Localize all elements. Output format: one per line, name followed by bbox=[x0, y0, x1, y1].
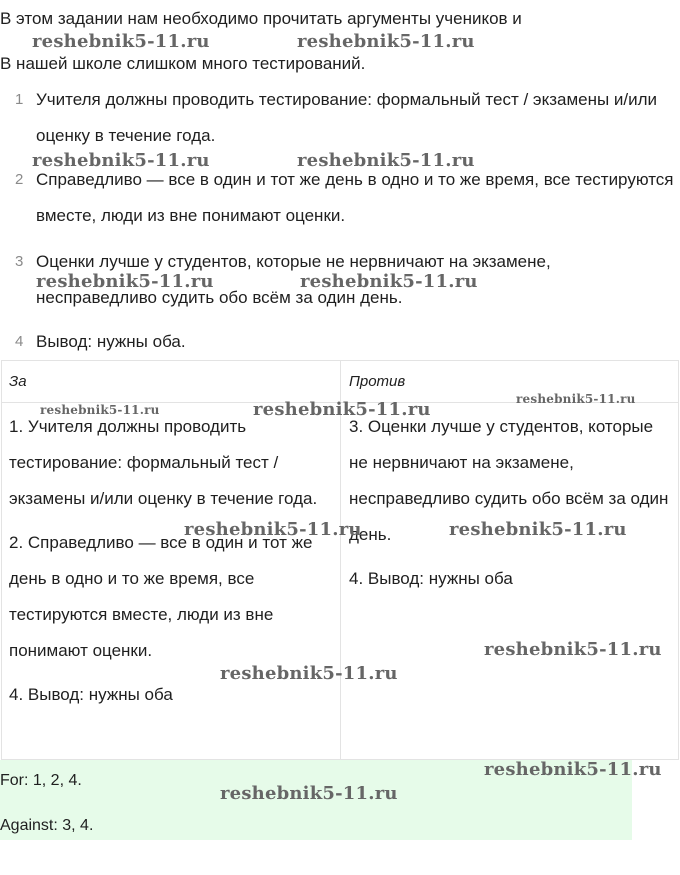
list-text: Оценки лучше у студентов, которые не нервничают на экзамене, несправедливо судить обо всём за один день. bbox=[36, 252, 551, 307]
list-text: Учителя должны проводить тестирование: формальный тест / экзамены и/или оценку в течение года. bbox=[36, 90, 658, 145]
intro-line-1: В этом задании нам необходимо прочитать аргументы учеников и bbox=[0, 9, 522, 28]
column-divider bbox=[340, 361, 341, 759]
watermark: reshebnik5-11.ru bbox=[36, 271, 214, 292]
watermark: reshebnik5-11.ru bbox=[300, 271, 478, 292]
watermark: reshebnik5-11.ru bbox=[297, 31, 475, 52]
watermark: reshebnik5-11.ru bbox=[484, 639, 662, 660]
list-number: 3 bbox=[15, 253, 24, 270]
list-text: Вывод: нужны оба. bbox=[36, 332, 186, 351]
watermark: reshebnik5-11.ru bbox=[220, 783, 398, 804]
table-row: 1. Учителя должны проводить тестирование: формальный тест / экзамены и/или оценку в течение года. bbox=[9, 417, 318, 508]
watermark: reshebnik5-11.ru bbox=[32, 31, 210, 52]
answer-against: Against: 3, 4. bbox=[0, 817, 94, 834]
watermark: reshebnik5-11.ru bbox=[32, 150, 210, 171]
list-number: 1 bbox=[15, 91, 24, 108]
list-number: 4 bbox=[15, 333, 24, 350]
table-header-for: За bbox=[9, 373, 27, 390]
watermark: reshebnik5-11.ru bbox=[297, 150, 475, 171]
watermark: reshebnik5-11.ru bbox=[484, 759, 662, 780]
watermark: reshebnik5-11.ru bbox=[184, 519, 362, 540]
table-header-against: Против bbox=[349, 373, 406, 390]
cell-against bbox=[349, 409, 675, 597]
table-row: 4. Вывод: нужны оба bbox=[349, 569, 513, 588]
watermark: reshebnik5-11.ru bbox=[516, 392, 636, 406]
watermark: reshebnik5-11.ru bbox=[40, 403, 160, 417]
intro-line-2: В нашей школе слишком много тестирований. bbox=[0, 54, 366, 73]
list-text: Справедливо — все в один и тот же день в одно и то же время, все тестируются вместе, люди из вне понимают оценки. bbox=[36, 170, 674, 225]
watermark: reshebnik5-11.ru bbox=[449, 519, 627, 540]
pros-cons-table bbox=[1, 360, 679, 760]
table-row: 2. Справедливо — все в один и тот же день в одно и то же время, все тестируются вместе, люди из вне понимают оценки. bbox=[9, 533, 313, 660]
watermark: reshebnik5-11.ru bbox=[220, 663, 398, 684]
table-row: 4. Вывод: нужны оба bbox=[9, 685, 173, 704]
table-row: 3. Оценки лучше у студентов, которые не нервничают на экзамене, несправедливо судить обо всём за один день. bbox=[349, 417, 669, 544]
answer-for: For: 1, 2, 4. bbox=[0, 772, 82, 789]
watermark: reshebnik5-11.ru bbox=[253, 399, 431, 420]
list-number: 2 bbox=[15, 171, 24, 188]
